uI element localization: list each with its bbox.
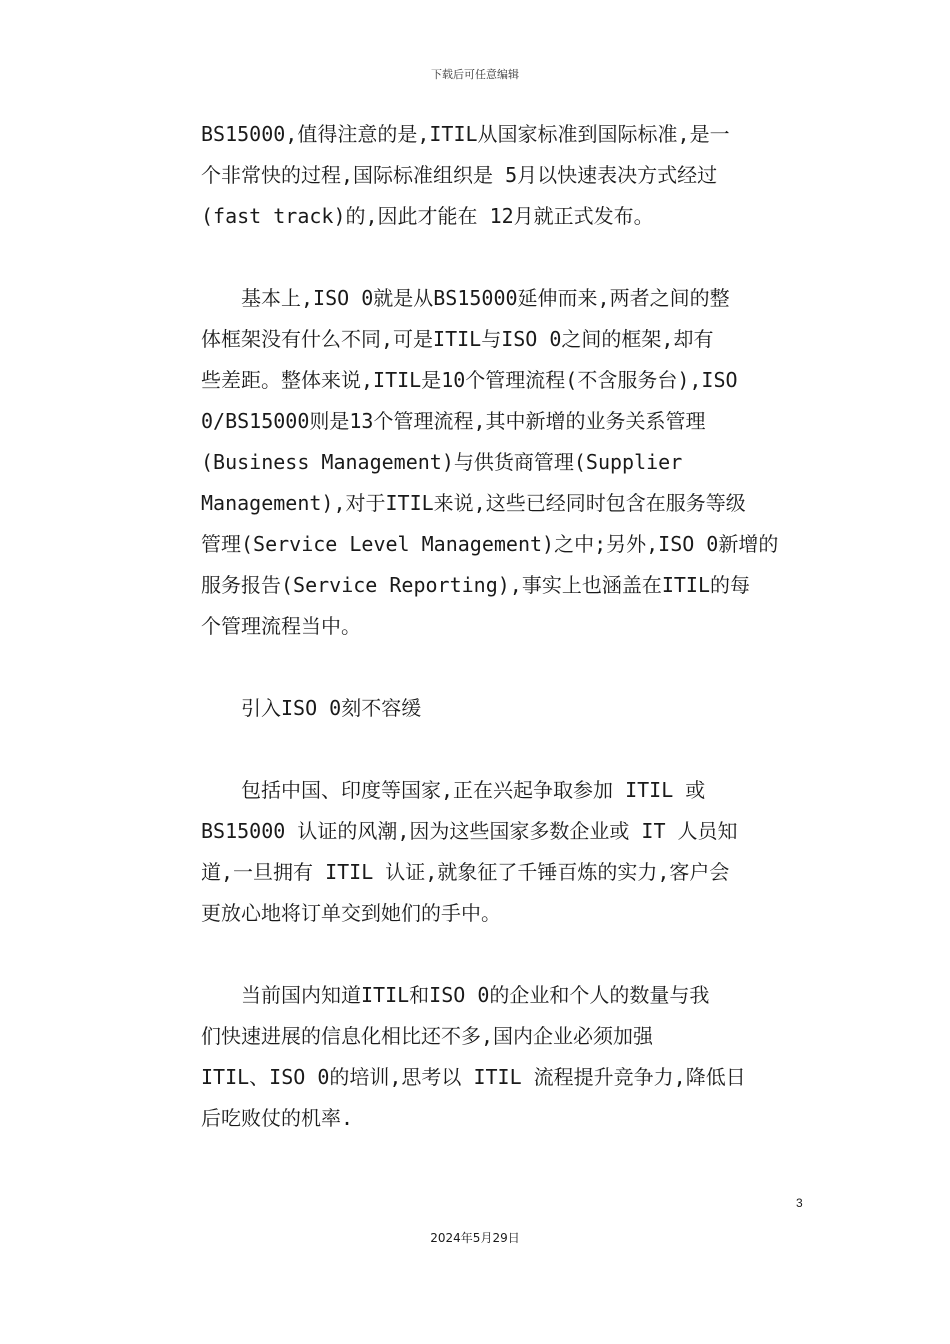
paragraph — [201, 114, 807, 237]
page-footer-date: 2024年5月29日 — [430, 1231, 520, 1245]
text-line: 们快速进展的信息化相比还不多,国内企业必须加强 — [201, 1024, 654, 1048]
paragraph — [201, 278, 807, 647]
text-line: (Business Management)与供货商管理(Supplier — [201, 450, 683, 474]
section-heading — [201, 688, 807, 729]
text-line: 当前国内知道ITIL和ISO 0的企业和个人的数量与我 — [241, 983, 710, 1007]
text-line: BS15000,值得注意的是,ITIL从国家标准到国际标准,是一 — [201, 122, 730, 146]
text-line: ITIL、ISO 0的培训,思考以 ITIL 流程提升竞争力,降低日 — [201, 1065, 746, 1089]
text-line: Management),对于ITIL来说,这些已经同时包含在服务等级 — [201, 491, 746, 515]
text-line: 些差距。整体来说,ITIL是10个管理流程(不含服务台),ISO — [201, 368, 738, 392]
text-line: 个管理流程当中。 — [201, 614, 361, 638]
text-line: 体框架没有什么不同,可是ITIL与ISO 0之间的框架,却有 — [201, 327, 714, 351]
text-line: 个非常快的过程,国际标准组织是 5月以快速表决方式经过 — [201, 163, 718, 187]
text-line: 更放心地将订单交到她们的手中。 — [201, 901, 501, 925]
text-line: (fast track)的,因此才能在 12月就正式发布。 — [201, 204, 654, 228]
page-header: 下载后可任意编辑 — [431, 68, 519, 81]
paragraph — [201, 975, 807, 1139]
text-line: 服务报告(Service Reporting),事实上也涵盖在ITIL的每 — [201, 573, 750, 597]
text-line: 0/BS15000则是13个管理流程,其中新增的业务关系管理 — [201, 409, 706, 433]
paragraph — [201, 770, 807, 934]
text-line: 道,一旦拥有 ITIL 认证,就象征了千锤百炼的实力,客户会 — [201, 860, 730, 884]
text-line: 后吃败仗的机率. — [201, 1106, 354, 1130]
text-line: BS15000 认证的风潮,因为这些国家多数企业或 IT 人员知 — [201, 819, 738, 843]
page-number: 3 — [796, 1196, 803, 1210]
text-line: 管理(Service Level Management)之中;另外,ISO 0新增的 — [201, 532, 779, 556]
text-line: 包括中国、印度等国家,正在兴起争取参加 ITIL 或 — [241, 778, 706, 802]
text-line: 引入ISO 0刻不容缓 — [241, 696, 422, 720]
text-line: 基本上,ISO 0就是从BS15000延伸而来,两者之间的整 — [241, 286, 730, 310]
document-body — [201, 114, 807, 1139]
